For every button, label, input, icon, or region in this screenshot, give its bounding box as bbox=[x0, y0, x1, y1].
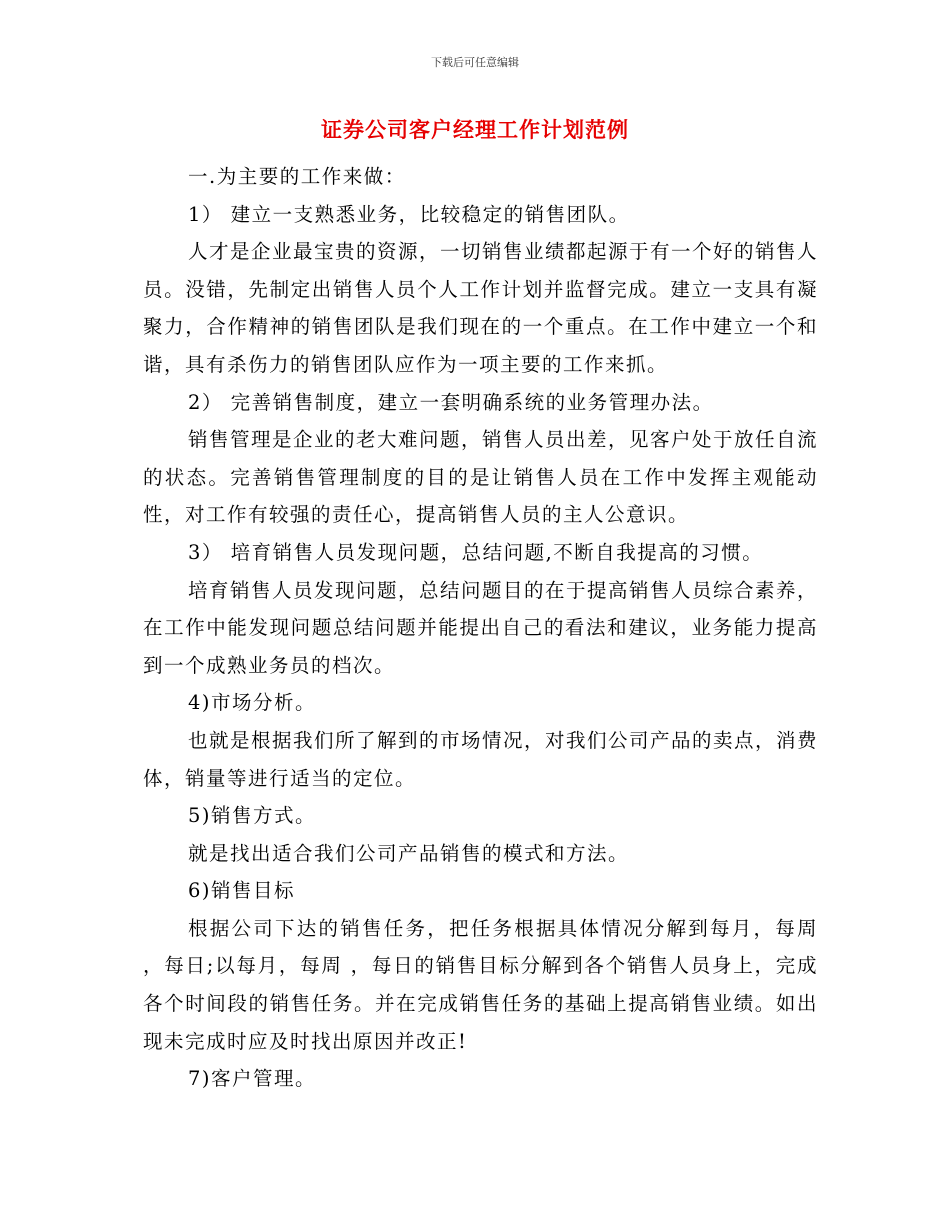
item-heading-6: 6)销售目标 bbox=[188, 879, 296, 903]
document-title: 证券公司客户经理工作计划范例 bbox=[321, 118, 629, 142]
document-body bbox=[143, 158, 818, 1098]
paragraph-4: 也就是根据我们所了解到的市场情况，对我们公司产品的卖点，消费体，销量等进行适当的定位。 bbox=[143, 728, 819, 790]
item-heading-7: 7)客户管理。 bbox=[188, 1067, 317, 1091]
section-heading: 一.为主要的工作来做： bbox=[188, 165, 406, 188]
paragraph-6: 根据公司下达的销售任务，把任务根据具体情况分解到每月，每周 ，每日;以每月，每周 ，每日的销售目标分解到各个销售人员身上，完成各个时间段的销售任务。并在完成销售任务的基础上提高销售业绩。如出现未完成时应及时找出原因并改正! bbox=[143, 916, 818, 1053]
item-heading-1: 1） 建立一支熟悉业务，比较稳定的销售团队。 bbox=[188, 202, 630, 226]
paragraph-5: 就是找出适合我们公司产品销售的模式和方法。 bbox=[188, 841, 630, 865]
page-header: 下载后可任意编辑 bbox=[431, 56, 519, 69]
item-heading-4: 4)市场分析。 bbox=[188, 691, 317, 715]
paragraph-1: 人才是企业最宝贵的资源，一切销售业绩都起源于有一个好的销售人员。没错，先制定出销售人员个人工作计划并监督完成。建立一支具有凝聚力，合作精神的销售团队是我们现在的一个重点。在工作中建立一个和谐，具有杀伤力的销售团队应作为一项主要的工作来抓。 bbox=[143, 240, 819, 376]
paragraph-2: 销售管理是企业的老大难问题，销售人员出差，见客户处于放任自流的状态。完善销售管理制度的目的是让销售人员在工作中发挥主观能动性，对工作有较强的责任心，提高销售人员的主人公意识。 bbox=[143, 428, 819, 527]
item-heading-2: 2） 完善销售制度，建立一套明确系统的业务管理办法。 bbox=[188, 390, 714, 414]
item-heading-5: 5)销售方式。 bbox=[188, 804, 317, 828]
item-heading-3: 3） 培育销售人员发现问题，总结问题,不断自我提高的习惯。 bbox=[188, 540, 764, 564]
paragraph-3: 培育销售人员发现问题，总结问题目的在于提高销售人员综合素养，在工作中能发现问题总结问题并能提出自己的看法和建议，业务能力提高到一个成熟业务员的档次。 bbox=[143, 578, 819, 677]
